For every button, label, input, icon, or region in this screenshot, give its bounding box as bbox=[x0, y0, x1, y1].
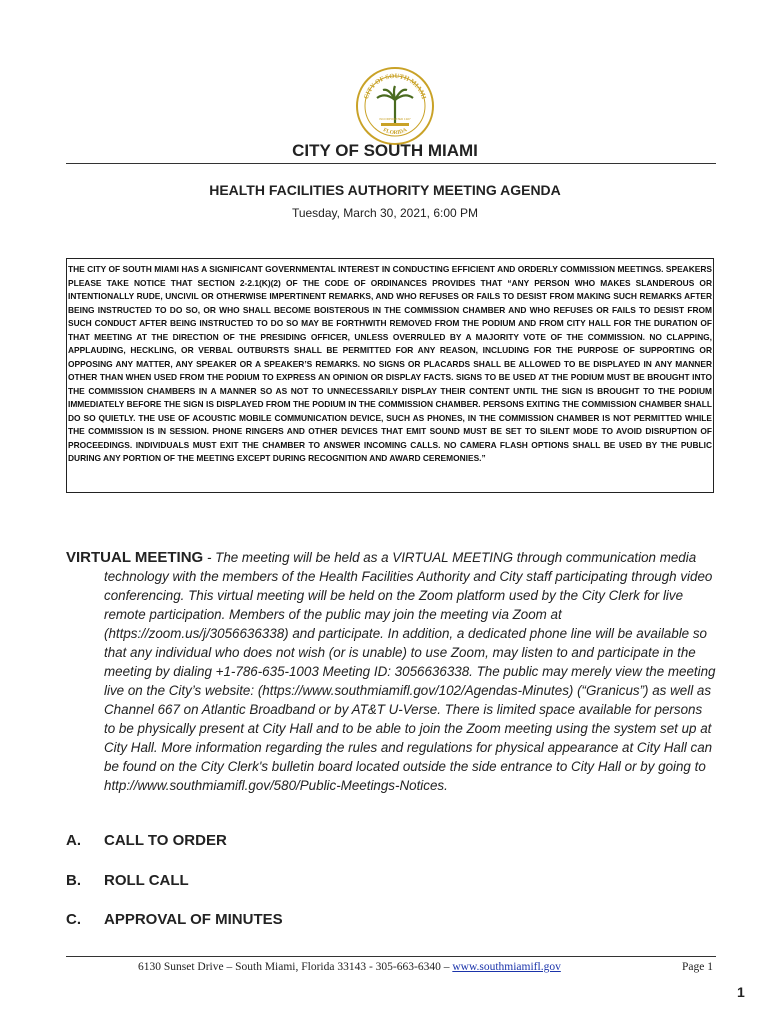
title-divider bbox=[66, 163, 716, 164]
page-title: CITY OF SOUTH MIAMI bbox=[292, 141, 478, 160]
page-number: 1 bbox=[737, 984, 745, 1000]
agenda-item-letter: A. bbox=[66, 832, 81, 849]
website-link[interactable]: www.southmiamifl.gov bbox=[452, 961, 561, 973]
subtitle-meeting-agenda: MEETING AGENDA bbox=[432, 182, 561, 198]
virtual-meeting-section bbox=[66, 548, 716, 795]
agenda-item-label: CALL TO ORDER bbox=[104, 832, 227, 849]
footer-page-label: Page 1 bbox=[682, 961, 713, 973]
virtual-meeting-lead: - The meeting will be held as a VIRTUAL MEETING through communication media bbox=[203, 550, 697, 565]
subtitle-authority: HEALTH FACILITIES AUTHORITY bbox=[209, 182, 433, 198]
svg-text:FLORIDA: FLORIDA bbox=[381, 127, 409, 137]
agenda-item-label: ROLL CALL bbox=[104, 872, 189, 889]
svg-text:INCORPORATED 1927: INCORPORATED 1927 bbox=[379, 117, 411, 121]
city-seal-logo bbox=[355, 66, 435, 146]
footer-address-line bbox=[138, 961, 561, 973]
footer-divider bbox=[66, 956, 716, 957]
agenda-item-letter: B. bbox=[66, 872, 81, 889]
footer-address: 6130 Sunset Drive – South Miami, Florida 33143 - 305-663-6340 – bbox=[138, 961, 453, 973]
agenda-item-a bbox=[66, 832, 227, 849]
agenda-item-label: APPROVAL OF MINUTES bbox=[104, 911, 283, 928]
virtual-meeting-heading: VIRTUAL MEETING bbox=[66, 549, 204, 566]
conduct-notice-box: THE CITY OF SOUTH MIAMI HAS A SIGNIFICANT GOVERNMENTAL INTEREST IN CONDUCTING EFFICIENT AND ORDERLY COMMISSION MEETINGS. SPEAKERS PLEASE TAKE NOTICE THAT SECTION 2-2.1(K)(2) OF THE CODE OF ORDINANCES PROVIDES THAT “ANY PERSON WHO MAKES SLANDEROUS OR INTENTIONALLY RUDE, UNCIVIL OR OTHERWISE IMPERTINENT REMARKS, AND WHO REFUSES OR FAILS TO DESIST FROM MAKING SUCH REMARKS AFTER BEING INSTRUCTED TO DO SO, OR WHO SHALL BECOME BOISTEROUS IN THE COMMISSION CHAMBER AND WHO REFUSES OR FAILS TO DESIST FROM SUCH CONDUCT AFTER BEING INSTRUCTED TO DO SO MAY BE FORTHWITH REMOVED FROM THE PODIUM AND FROM CITY HALL FOR THE DURATION OF THAT MEETING AT THE DIRECTION OF THE PRESIDING OFFICER, UNLESS OVERRULED BY A MAJORITY VOTE OF THE COMMISSION. NO CLAPPING, APPLAUDING, HECKLING, OR VERBAL OUTBURSTS SHALL BE PERMITTED FOR ANY REASON, INCLUDING FOR THE PURPOSE OF SUPPORTING OR OPPOSING ANY MATTER, ANY SPEAKER OR A SPEAKER’S REMARKS. NO SIGNS OR PLACARDS SHALL BE ALLOWED TO BE DISPLAYED IN ANY MANNER OTHER THAN WHEN USED FROM THE PODIUM TO EXPRESS AN OPINION OR DISPLAY FACTS. SIGNS TO BE USED AT THE PODIUM MUST BE BROUGHT INTO THE COMMISSION CHAMBERS IN A MANNER SO AS NOT TO UNNECESSARILY DISPLAY THEIR CONTENT UNTIL THE SIGN IS BROUGHT TO THE PODIUM IMMEDIATELY BEFORE THE SIGN IS DISPLAYED FROM THE PODIUM IN THE COMMISSION CHAMBER. PERSONS EXITING THE COMMISSION CHAMBER SHALL DO SO QUIETLY. THE USE OF ACOUSTIC MOBILE COMMUNICATION DEVICE, SUCH AS PHONES, IN THE COMMISSION CHAMBER IS NOT PERMITTED WHILE THE COMMISSION IS IN SESSION. PHONE RINGERS AND OTHER DEVICES THAT EMIT SOUND MUST BE SET TO SILENT MODE TO AVOID DISRUPTION OF PROCEEDINGS. INDIVIDUALS MUST EXIT THE CHAMBER TO ANSWER INCOMING CALLS. NO CAMERA FLASH OPTIONS SHALL BE USED BY THE PUBLIC DURING ANY PORTION OF THE MEETING EXCEPT DURING RECOGNITION AND AWARD CEREMONIES.” bbox=[66, 258, 714, 493]
svg-text:CITY OF SOUTH MIAMI: CITY OF SOUTH MIAMI bbox=[362, 72, 428, 101]
agenda-item-b bbox=[66, 872, 189, 889]
agenda-item-letter: C. bbox=[66, 911, 81, 928]
agenda-item-c bbox=[66, 911, 283, 928]
agenda-subtitle bbox=[0, 182, 770, 198]
meeting-datetime: Tuesday, March 30, 2021, 6:00 PM bbox=[291, 206, 479, 220]
virtual-meeting-body: technology with the members of the Health Facilities Authority and City staff participating through video conferencing. This virtual meeting will be held on the Zoom platform used by the City Clerk for live remote participation. Members of the public may join the meeting via Zoom at (https://zoom.us/j/3056636338) and participate. In addition, a dedicated phone line will be available so that any individual who does not wish (or is unable) to use Zoom, may listen to and participate in the meeting by dialing +1-786-635-1003 Meeting ID: 3056636338. The public may merely view the meeting live on the City’s website: (https://www.southmiamifl.gov/102/Agendas-Minutes) (“Granicus”) as well as Channel 667 on Atlantic Broadband or by AT&T U-Verse. There is limited space available for persons to be physically present at City Hall and to be able to join the Zoom meeting using the system set up at City Hall. More information regarding the rules and regulations for physical appearance at City Hall can be found on the City Clerk's bulletin board located outside the side entrance to City Hall or by going to http://www.southmiamifl.gov/580/Public-Meetings-Notices. bbox=[104, 569, 716, 793]
